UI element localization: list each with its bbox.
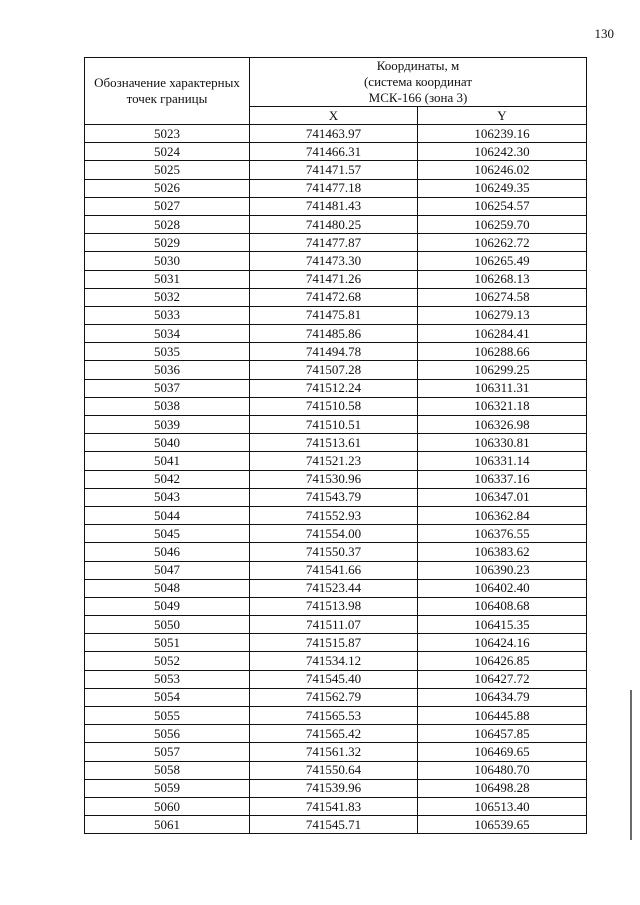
table-row <box>85 761 587 779</box>
page-number: 130 <box>594 26 614 41</box>
x-coordinate-cell: 741463.97 <box>250 125 418 143</box>
x-coordinate-cell: 741477.18 <box>250 179 418 197</box>
table-row <box>85 306 587 324</box>
x-coordinate-cell: 741477.87 <box>250 234 418 252</box>
y-coordinate-cell: 106424.16 <box>418 634 587 652</box>
table-row <box>85 288 587 306</box>
point-id-cell: 5053 <box>85 670 250 688</box>
table-row <box>85 252 587 270</box>
point-id-cell: 5038 <box>85 397 250 415</box>
point-id-cell: 5059 <box>85 779 250 797</box>
point-id-cell: 5047 <box>85 561 250 579</box>
point-id-cell: 5042 <box>85 470 250 488</box>
y-coordinate-cell: 106383.62 <box>418 543 587 561</box>
y-coordinate-cell: 106347.01 <box>418 488 587 506</box>
table-row <box>85 325 587 343</box>
point-id-cell: 5052 <box>85 652 250 670</box>
y-coordinate-cell: 106239.16 <box>418 125 587 143</box>
table-header-row <box>85 58 587 107</box>
header-coordinates-line3: МСК-166 (зона 3) <box>368 90 468 105</box>
table-row <box>85 561 587 579</box>
table-row <box>85 543 587 561</box>
x-coordinate-cell: 741530.96 <box>250 470 418 488</box>
coordinates-table <box>84 57 587 834</box>
point-id-cell: 5024 <box>85 143 250 161</box>
x-coordinate-cell: 741562.79 <box>250 688 418 706</box>
x-coordinate-cell: 741550.37 <box>250 543 418 561</box>
table-row <box>85 652 587 670</box>
table-row <box>85 379 587 397</box>
header-coordinates-line2: (система координат <box>363 74 473 89</box>
point-id-cell: 5045 <box>85 525 250 543</box>
y-coordinate-cell: 106265.49 <box>418 252 587 270</box>
y-coordinate-cell: 106326.98 <box>418 416 587 434</box>
table-row <box>85 361 587 379</box>
x-coordinate-cell: 741515.87 <box>250 634 418 652</box>
x-coordinate-cell: 741521.23 <box>250 452 418 470</box>
y-coordinate-cell: 106408.68 <box>418 597 587 615</box>
point-id-cell: 5043 <box>85 488 250 506</box>
x-coordinate-cell: 741473.30 <box>250 252 418 270</box>
y-coordinate-cell: 106311.31 <box>418 379 587 397</box>
y-coordinate-cell: 106330.81 <box>418 434 587 452</box>
x-coordinate-cell: 741475.81 <box>250 306 418 324</box>
table-row <box>85 743 587 761</box>
point-id-cell: 5023 <box>85 125 250 143</box>
x-coordinate-cell: 741523.44 <box>250 579 418 597</box>
x-coordinate-cell: 741545.40 <box>250 670 418 688</box>
x-coordinate-cell: 741541.83 <box>250 797 418 815</box>
table-row <box>85 506 587 524</box>
x-coordinate-cell: 741513.98 <box>250 597 418 615</box>
point-id-cell: 5056 <box>85 725 250 743</box>
x-coordinate-cell: 741550.64 <box>250 761 418 779</box>
y-coordinate-cell: 106274.58 <box>418 288 587 306</box>
x-coordinate-cell: 741552.93 <box>250 506 418 524</box>
y-coordinate-cell: 106480.70 <box>418 761 587 779</box>
x-coordinate-cell: 741485.86 <box>250 325 418 343</box>
point-id-cell: 5040 <box>85 434 250 452</box>
x-coordinate-cell: 741545.71 <box>250 816 418 834</box>
point-id-cell: 5032 <box>85 288 250 306</box>
x-coordinate-cell: 741539.96 <box>250 779 418 797</box>
point-id-cell: 5054 <box>85 688 250 706</box>
x-coordinate-cell: 741565.53 <box>250 707 418 725</box>
y-coordinate-cell: 106376.55 <box>418 525 587 543</box>
x-coordinate-cell: 741507.28 <box>250 361 418 379</box>
table-row <box>85 125 587 143</box>
y-coordinate-cell: 106321.18 <box>418 397 587 415</box>
scan-edge-mark <box>630 690 632 840</box>
point-id-cell: 5055 <box>85 707 250 725</box>
table-row <box>85 597 587 615</box>
table-row <box>85 725 587 743</box>
point-id-cell: 5060 <box>85 797 250 815</box>
y-coordinate-cell: 106288.66 <box>418 343 587 361</box>
point-id-cell: 5036 <box>85 361 250 379</box>
point-id-cell: 5057 <box>85 743 250 761</box>
x-coordinate-cell: 741510.51 <box>250 416 418 434</box>
y-coordinate-cell: 106284.41 <box>418 325 587 343</box>
table-row <box>85 452 587 470</box>
point-id-cell: 5049 <box>85 597 250 615</box>
x-coordinate-cell: 741543.79 <box>250 488 418 506</box>
table-row <box>85 143 587 161</box>
header-coordinates-line1: Координаты, м <box>376 58 460 73</box>
table-row <box>85 434 587 452</box>
x-coordinate-cell: 741534.12 <box>250 652 418 670</box>
y-coordinate-cell: 106402.40 <box>418 579 587 597</box>
x-coordinate-cell: 741481.43 <box>250 197 418 215</box>
point-id-cell: 5041 <box>85 452 250 470</box>
y-coordinate-cell: 106498.28 <box>418 779 587 797</box>
table-row <box>85 616 587 634</box>
point-id-cell: 5027 <box>85 197 250 215</box>
point-id-cell: 5037 <box>85 379 250 397</box>
table-row <box>85 634 587 652</box>
header-x: X <box>250 107 418 125</box>
x-coordinate-cell: 741561.32 <box>250 743 418 761</box>
y-coordinate-cell: 106457.85 <box>418 725 587 743</box>
point-id-cell: 5029 <box>85 234 250 252</box>
table-row <box>85 215 587 233</box>
y-coordinate-cell: 106246.02 <box>418 161 587 179</box>
table-row <box>85 779 587 797</box>
table-row <box>85 397 587 415</box>
point-id-cell: 5026 <box>85 179 250 197</box>
y-coordinate-cell: 106513.40 <box>418 797 587 815</box>
y-coordinate-cell: 106362.84 <box>418 506 587 524</box>
x-coordinate-cell: 741494.78 <box>250 343 418 361</box>
table-row <box>85 416 587 434</box>
y-coordinate-cell: 106539.65 <box>418 816 587 834</box>
point-id-cell: 5025 <box>85 161 250 179</box>
point-id-cell: 5030 <box>85 252 250 270</box>
point-id-cell: 5048 <box>85 579 250 597</box>
table-row <box>85 234 587 252</box>
y-coordinate-cell: 106262.72 <box>418 234 587 252</box>
y-coordinate-cell: 106415.35 <box>418 616 587 634</box>
x-coordinate-cell: 741541.66 <box>250 561 418 579</box>
x-coordinate-cell: 741554.00 <box>250 525 418 543</box>
table-row <box>85 343 587 361</box>
x-coordinate-cell: 741480.25 <box>250 215 418 233</box>
table-row <box>85 688 587 706</box>
header-coordinates <box>250 58 587 107</box>
table-row <box>85 488 587 506</box>
y-coordinate-cell: 106268.13 <box>418 270 587 288</box>
table-row <box>85 197 587 215</box>
x-coordinate-cell: 741512.24 <box>250 379 418 397</box>
point-id-cell: 5044 <box>85 506 250 524</box>
y-coordinate-cell: 106337.16 <box>418 470 587 488</box>
y-coordinate-cell: 106426.85 <box>418 652 587 670</box>
point-id-cell: 5051 <box>85 634 250 652</box>
point-id-cell: 5035 <box>85 343 250 361</box>
point-id-cell: 5034 <box>85 325 250 343</box>
table-row <box>85 707 587 725</box>
table-body <box>85 125 587 834</box>
table-row <box>85 816 587 834</box>
point-id-cell: 5033 <box>85 306 250 324</box>
x-coordinate-cell: 741510.58 <box>250 397 418 415</box>
point-id-cell: 5046 <box>85 543 250 561</box>
y-coordinate-cell: 106242.30 <box>418 143 587 161</box>
y-coordinate-cell: 106434.79 <box>418 688 587 706</box>
y-coordinate-cell: 106254.57 <box>418 197 587 215</box>
table-row <box>85 797 587 815</box>
point-id-cell: 5050 <box>85 616 250 634</box>
point-id-cell: 5058 <box>85 761 250 779</box>
header-y: Y <box>418 107 587 125</box>
x-coordinate-cell: 741565.42 <box>250 725 418 743</box>
y-coordinate-cell: 106279.13 <box>418 306 587 324</box>
x-coordinate-cell: 741513.61 <box>250 434 418 452</box>
x-coordinate-cell: 741471.57 <box>250 161 418 179</box>
y-coordinate-cell: 106445.88 <box>418 707 587 725</box>
point-id-cell: 5031 <box>85 270 250 288</box>
y-coordinate-cell: 106427.72 <box>418 670 587 688</box>
table-row <box>85 470 587 488</box>
y-coordinate-cell: 106331.14 <box>418 452 587 470</box>
y-coordinate-cell: 106299.25 <box>418 361 587 379</box>
table-row <box>85 579 587 597</box>
table-row <box>85 179 587 197</box>
table-row <box>85 670 587 688</box>
x-coordinate-cell: 741511.07 <box>250 616 418 634</box>
table-row <box>85 161 587 179</box>
x-coordinate-cell: 741471.26 <box>250 270 418 288</box>
table-row <box>85 525 587 543</box>
x-coordinate-cell: 741466.31 <box>250 143 418 161</box>
table-row <box>85 270 587 288</box>
point-id-cell: 5039 <box>85 416 250 434</box>
y-coordinate-cell: 106249.35 <box>418 179 587 197</box>
y-coordinate-cell: 106469.65 <box>418 743 587 761</box>
header-point-designation: Обозначение характерных точек границы <box>85 58 250 125</box>
y-coordinate-cell: 106390.23 <box>418 561 587 579</box>
point-id-cell: 5028 <box>85 215 250 233</box>
x-coordinate-cell: 741472.68 <box>250 288 418 306</box>
point-id-cell: 5061 <box>85 816 250 834</box>
y-coordinate-cell: 106259.70 <box>418 215 587 233</box>
